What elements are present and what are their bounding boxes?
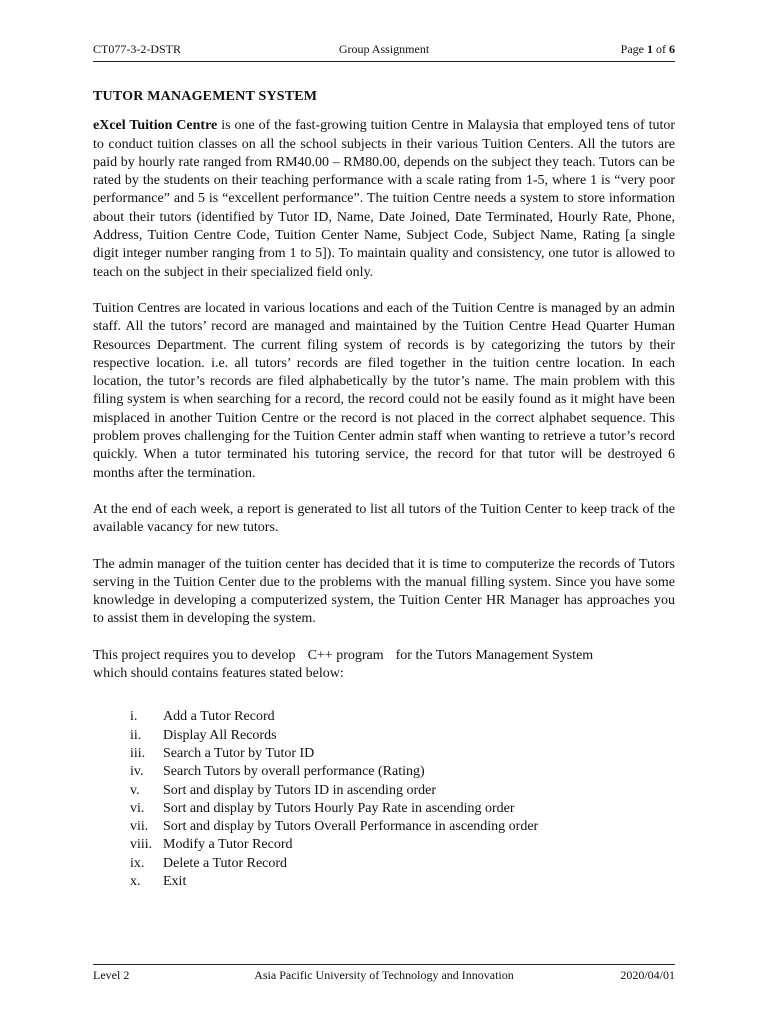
course-code: CT077-3-2-DSTR bbox=[93, 42, 181, 56]
list-item-label: Search a Tutor by Tutor ID bbox=[163, 745, 315, 761]
paragraph-computerize: The admin manager of the tuition center has decided that it is time to computerize the records of Tutors serving in the Tuition Center due to the problems with the manual filling system. Since you have some knowledge in developing a computerized system, the Tuition Center HR Manager has approaches you to assist them in developing the system. bbox=[93, 556, 675, 627]
organization-name: eXcel Tuition Centre bbox=[93, 118, 218, 134]
list-item-label: Delete a Tutor Record bbox=[163, 855, 288, 871]
list-item-number: vi. bbox=[130, 800, 145, 816]
footer-divider bbox=[93, 964, 675, 965]
list-item bbox=[93, 745, 675, 763]
requirements-line-2: which should contains features stated below: bbox=[93, 666, 344, 682]
list-item-label: Add a Tutor Record bbox=[163, 709, 275, 725]
list-item-number: vii. bbox=[130, 819, 149, 835]
requirements-text-a: This project requires you to develop bbox=[93, 647, 296, 663]
list-item-number: x. bbox=[130, 873, 141, 889]
requirements-language: C++ program bbox=[307, 647, 384, 663]
list-item bbox=[93, 836, 675, 854]
paragraph-report: At the end of each week, a report is generated to list all tutors of the Tuition Center to keep track of the available vacancy for new tutors. bbox=[93, 501, 675, 536]
list-item-number: viii. bbox=[130, 837, 153, 853]
list-item-number: iv. bbox=[130, 764, 144, 780]
footer-level: Level 2 bbox=[93, 968, 130, 982]
feature-list bbox=[93, 708, 675, 891]
footer-date: 2020/04/01 bbox=[620, 968, 675, 982]
page-header bbox=[93, 41, 675, 59]
list-item bbox=[93, 818, 675, 836]
list-item bbox=[93, 800, 675, 818]
page-number bbox=[621, 41, 675, 57]
list-item-number: ii. bbox=[130, 727, 142, 743]
list-item-label: Search Tutors by overall performance (Rating) bbox=[163, 764, 425, 780]
footer-institution: Asia Pacific University of Technology and Innovation bbox=[254, 968, 514, 982]
list-item bbox=[93, 763, 675, 781]
list-item-label: Display All Records bbox=[163, 727, 277, 743]
paragraph-requirements bbox=[93, 647, 675, 684]
list-item bbox=[93, 782, 675, 800]
page-of: of bbox=[653, 42, 669, 56]
list-item-number: v. bbox=[130, 782, 140, 798]
page-prefix: Page bbox=[620, 42, 647, 56]
list-item bbox=[93, 873, 675, 891]
page-total: 6 bbox=[669, 42, 675, 56]
requirements-line-1 bbox=[93, 647, 675, 665]
list-item-number: ix. bbox=[130, 855, 145, 871]
page-current: 1 bbox=[647, 42, 653, 56]
paragraph-intro bbox=[93, 117, 675, 282]
list-item-number: i. bbox=[130, 709, 138, 725]
requirements-text-c: for the Tutors Management System bbox=[395, 647, 594, 663]
document-title: TUTOR MANAGEMENT SYSTEM bbox=[93, 89, 318, 104]
list-item bbox=[93, 855, 675, 873]
paragraph-problem: Tuition Centres are located in various locations and each of the Tuition Centre is managed by an admin staff. All the tutors’ record are managed and maintained by the Tuition Centre Head Quarter Human Resources Department. The current filing system of records is by categorizing the tutors by their respective location. i.e. all tutors’ records are filed together in the tuition centre location. In each location, the tutor’s records are filed alphabetically by the tutor’s name. The main problem with this filing system is when searching for a record, the record could not be easily found as it might have been misplaced in another Tuition Centre or the record is not placed in the correct alphabet sequence. This problem proves challenging for the Tuition Center admin staff when wanting to retrieve a tutor’s record quickly. When a tutor terminated his tutoring service, the record for that tutor will be destroyed 6 months after the termination. bbox=[93, 300, 675, 481]
list-item-number: iii. bbox=[130, 745, 146, 761]
list-item-label: Exit bbox=[163, 873, 187, 889]
list-item bbox=[93, 708, 675, 726]
paragraph-intro-text: is one of the fast-growing tuition Centre in Malaysia that employed tens of tutor to conduct tuition classes on all the school subjects in their various Tuition Centers. All the tutors are paid by hourly rate ranged from RM40.00 – RM80.00, depends on the subject they teach. Tutors can be rated by the students on their teaching performance with a scale rating from 1-5, where 1 is “very poor performance” and 5 is “excellent performance”. The tuition Centre needs a system to store information about their tutors (identified by Tutor ID, Name, Date Joined, Date Terminated, Hourly Rate, Phone, Address, Tuition Centre Code, Tuition Center Name, Subject Code, Subject Name, Rating [a single digit integer number ranging from 1 to 5]). To maintain quality and consistency, one tutor is allowed to teach on the subject in their specialized field only. bbox=[93, 118, 676, 280]
list-item-label: Modify a Tutor Record bbox=[163, 837, 293, 853]
document-body bbox=[93, 88, 675, 891]
list-item bbox=[93, 727, 675, 745]
list-item-label: Sort and display by Tutors ID in ascending order bbox=[163, 782, 436, 798]
page-footer bbox=[93, 967, 675, 983]
list-item-label: Sort and display by Tutors Hourly Pay Rate in ascending order bbox=[163, 800, 515, 816]
list-item-label: Sort and display by Tutors Overall Performance in ascending order bbox=[163, 819, 539, 835]
document-type: Group Assignment bbox=[338, 42, 430, 56]
header-divider bbox=[93, 61, 675, 62]
